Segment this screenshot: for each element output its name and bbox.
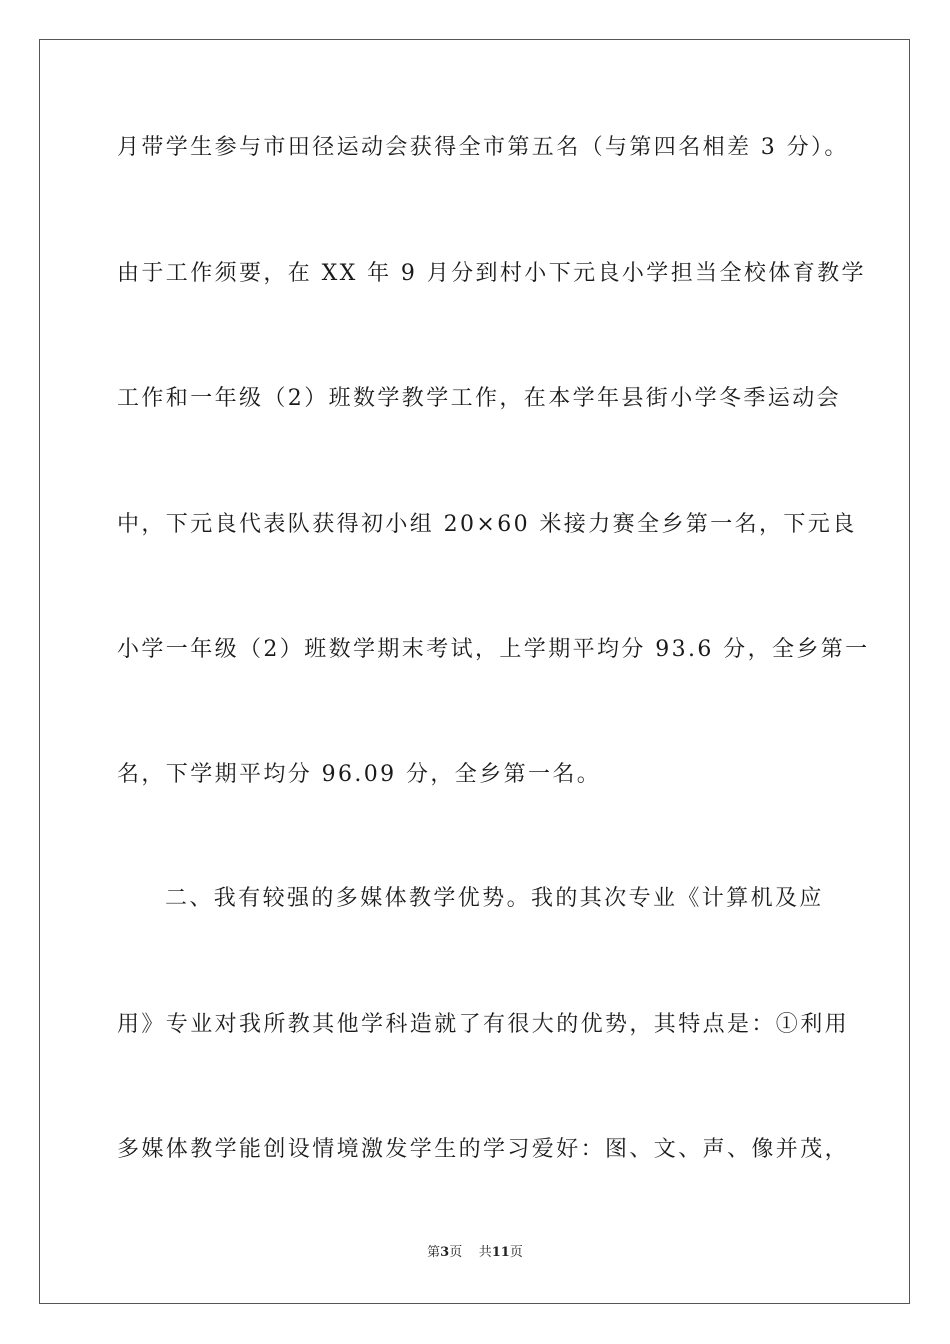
page-footer	[0, 1244, 950, 1262]
body-text-line: 名，下学期平均分 96.09 分，全乡第一名。	[117, 762, 602, 787]
paragraph-first-line: 二、我有较强的多媒体教学优势。我的其次专业《计算机及应	[165, 886, 824, 911]
total-pages: 11	[491, 1245, 510, 1260]
total-prefix: 共	[478, 1245, 492, 1260]
body-text-line: 月带学生参与市田径运动会获得全市第五名（与第四名相差 3 分）。	[117, 135, 849, 160]
body-text-line: 由于工作须要，在 XX 年 9 月分到村小下元良小学担当全校体育教学	[117, 261, 866, 286]
page-suffix: 页	[449, 1245, 463, 1260]
page-number: 3	[440, 1245, 450, 1260]
body-text-line: 用》专业对我所教其他学科造就了有很大的优势，其特点是：①利用	[117, 1012, 850, 1037]
body-text-line: 多媒体教学能创设情境激发学生的学习爱好：图、文、声、像并茂，	[117, 1137, 850, 1162]
body-text-line: 小学一年级（2）班数学期末考试，上学期平均分 93.6 分，全乡第一	[117, 637, 870, 662]
page-prefix: 第	[427, 1245, 441, 1260]
body-text-line: 中，下元良代表队获得初小组 20×60 米接力赛全乡第一名，下元良	[117, 512, 857, 537]
total-suffix: 页	[509, 1245, 523, 1260]
page-border	[39, 39, 910, 1304]
body-text-line: 工作和一年级（2）班数学教学工作，在本学年县街小学冬季运动会	[117, 386, 841, 411]
